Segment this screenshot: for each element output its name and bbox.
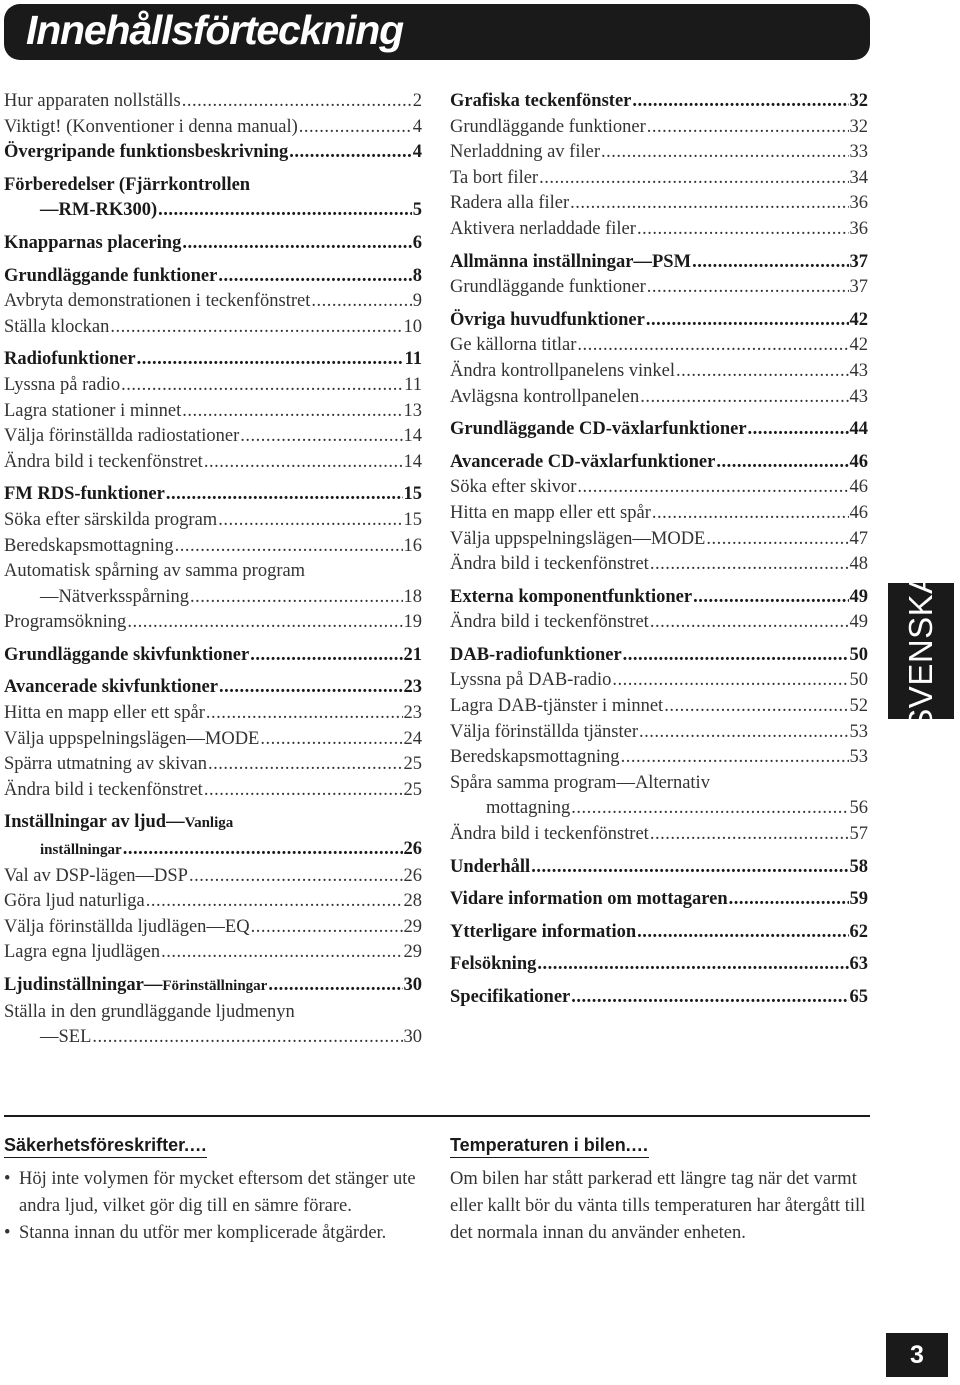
section-divider — [4, 1115, 870, 1117]
toc-dot-leader — [204, 778, 403, 804]
toc-page-number: 30 — [403, 1027, 422, 1048]
toc-entry — [4, 198, 422, 224]
toc-dot-leader — [577, 475, 848, 501]
toc-entry — [4, 315, 422, 341]
toc-entry-title: Grundläggande skivfunktioner — [4, 644, 250, 665]
toc-entry — [4, 534, 422, 560]
toc-dot-leader — [175, 534, 403, 560]
toc-dot-leader — [577, 333, 848, 359]
toc-page-number: 29 — [403, 916, 422, 937]
toc-page-number: 2 — [412, 91, 422, 111]
toc-dot-leader — [640, 385, 848, 411]
toc-entry — [450, 166, 868, 192]
toc-page-number: 24 — [403, 728, 422, 749]
toc-dot-leader — [218, 508, 402, 534]
toc-dot-leader — [268, 973, 402, 999]
toc-dot-leader — [623, 643, 849, 669]
toc-entry — [4, 508, 422, 534]
toc-entry-title: Grafiska teckenfönster — [450, 91, 632, 111]
toc-entry-title: Automatisk spårning av samma program — [4, 561, 306, 582]
toc-dot-leader — [189, 864, 403, 890]
toc-entry-title: Viktigt! (Konventioner i denna manual) — [4, 116, 298, 137]
toc-page-number: 36 — [849, 218, 868, 239]
toc-dot-leader — [539, 166, 848, 192]
toc-entry — [4, 373, 422, 399]
toc-page-number: 36 — [849, 193, 868, 214]
toc-entry — [4, 727, 422, 753]
toc-dot-leader — [190, 585, 403, 611]
toc-entry-title: Lyssna på radio — [4, 374, 121, 395]
toc-entry-title: Välja förinställda tjänster — [450, 721, 639, 742]
toc-page-number: 42 — [849, 309, 868, 330]
toc-dot-leader — [208, 752, 403, 778]
toc-page-number: 9 — [412, 291, 422, 312]
toc-entry-title: Ljudinställningar— — [4, 975, 163, 995]
toc-entry-title: Specifikationer — [450, 987, 571, 1007]
toc-dot-leader — [260, 727, 402, 753]
toc-entry — [450, 385, 868, 411]
toc-dot-leader — [632, 89, 848, 115]
toc-page-number: 25 — [403, 779, 422, 800]
toc-dot-leader — [110, 315, 402, 341]
toc-dot-leader — [240, 424, 402, 450]
toc-dot-leader — [650, 610, 849, 636]
toc-dot-leader — [182, 89, 412, 115]
toc-entry — [450, 745, 868, 771]
toc-entry-title: Välja förinställda radiostationer — [4, 426, 240, 447]
toc-entry-title: Välja uppspelningslägen—MODE — [4, 728, 260, 749]
toc-dot-leader — [650, 822, 849, 848]
toc-dot-leader — [639, 720, 848, 746]
toc-entry-subtitle: inställningar — [40, 842, 122, 859]
toc-entry-title: Radiofunktioner — [4, 349, 136, 370]
toc-entry-title: FM RDS-funktioner — [4, 484, 165, 505]
toc-dot-leader — [537, 952, 848, 978]
toc-entry-title: Göra ljud naturliga — [4, 891, 145, 912]
toc-entry-title: Ställa klockan — [4, 316, 110, 337]
toc-entry — [450, 855, 868, 881]
toc-entry — [4, 231, 422, 257]
toc-entry-subtitle: Förinställningar — [162, 978, 268, 994]
toc-page-number: 29 — [403, 942, 422, 963]
toc-page-number: 21 — [403, 644, 422, 665]
toc-dot-leader — [729, 887, 849, 913]
toc-entry-title: Ändra kontrollpanelens vinkel — [450, 360, 676, 381]
toc-entry — [450, 610, 868, 636]
toc-page-number: 11 — [404, 374, 422, 395]
toc-entry — [4, 1000, 422, 1026]
toc-entry — [450, 796, 868, 822]
toc-dot-leader — [123, 837, 403, 863]
toc-entry — [4, 610, 422, 636]
toc-page-number: 13 — [403, 400, 422, 421]
toc-entry-title: Grundläggande funktioner — [450, 277, 646, 298]
safety-notice-item: • Stanna innan du utför mer komplicerade åtgärder. — [4, 1220, 424, 1247]
toc-entry-title: Radera alla filer — [450, 193, 570, 214]
toc-entry — [4, 940, 422, 966]
toc-dot-leader — [182, 399, 402, 425]
toc-entry-subtitle: Vanliga — [184, 815, 234, 832]
toc-entry-title: Nerladdning av filer — [450, 142, 600, 163]
toc-page-number: 4 — [412, 142, 422, 163]
toc-entry-title: mottagning — [486, 798, 571, 819]
temperature-notice-text: Om bilen har stått parkerad ett längre tag när det varmt eller kallt bör du vänta tills temperaturen har återgått till det normala innan du använder enheten. — [450, 1169, 866, 1243]
toc-page-number: 50 — [849, 670, 868, 691]
toc-dot-leader — [571, 985, 848, 1011]
toc-entry — [450, 668, 868, 694]
toc-entry — [4, 264, 422, 290]
toc-dot-leader — [692, 250, 848, 276]
toc-entry-title: Avlägsna kontrollpanelen — [450, 386, 640, 407]
toc-entry-title: Ställa in den grundläggande ljudmenyn — [4, 1001, 295, 1022]
toc-entry-title: Söka efter särskilda program — [4, 509, 218, 530]
toc-dot-leader — [650, 552, 849, 578]
toc-left-column — [4, 89, 422, 1051]
toc-page-number: 14 — [403, 426, 422, 447]
toc-page-number: 53 — [849, 747, 868, 768]
toc-page-number: 25 — [403, 754, 422, 775]
toc-page-number: 5 — [412, 200, 422, 221]
toc-page-number: 18 — [403, 586, 422, 607]
toc-page-number: 14 — [403, 451, 422, 472]
toc-entry-title: Beredskapsmottagning — [4, 535, 174, 556]
toc-entry — [450, 450, 868, 476]
toc-entry — [4, 173, 422, 199]
toc-entry-title: Hitta en mapp eller ett spår — [4, 703, 205, 724]
toc-entry-title: Övergripande funktionsbeskrivning — [4, 142, 289, 163]
toc-dot-leader — [647, 275, 849, 301]
toc-entry — [450, 985, 868, 1011]
toc-entry — [4, 973, 422, 1000]
toc-entry — [450, 585, 868, 611]
toc-page-number: 43 — [849, 386, 868, 407]
toc-entry — [4, 450, 422, 476]
toc-entry — [450, 475, 868, 501]
toc-entry — [450, 887, 868, 913]
toc-dot-leader — [204, 450, 403, 476]
toc-entry — [450, 920, 868, 946]
toc-entry — [4, 347, 422, 373]
toc-dot-leader — [289, 140, 412, 166]
safety-notice — [4, 1135, 424, 1247]
language-tab-label: SVENSKA — [902, 571, 939, 731]
temperature-notice — [450, 1135, 870, 1247]
toc-entry — [4, 289, 422, 315]
toc-page-number: 49 — [849, 612, 868, 633]
safety-notice-list — [4, 1166, 424, 1247]
toc-entry — [450, 89, 868, 115]
toc-entry — [450, 250, 868, 276]
toc-dot-leader — [92, 1025, 402, 1051]
safety-notice-title: Säkerhetsföreskrifter.… — [4, 1135, 207, 1158]
toc-entry-title: —Nätverksspårning — [40, 586, 189, 607]
toc-dot-leader — [664, 694, 848, 720]
toc-entry-title: Grundläggande funktioner — [4, 265, 218, 286]
toc-entry-title: Ytterligare information — [450, 921, 637, 942]
toc-entry — [450, 308, 868, 334]
toc-dot-leader — [121, 373, 403, 399]
toc-entry — [450, 140, 868, 166]
toc-entry — [450, 359, 868, 385]
language-tab — [888, 571, 954, 731]
toc-page-number: 44 — [849, 419, 868, 440]
toc-entry-title: Vidare information om mottagaren — [450, 889, 728, 910]
toc-page-number: 46 — [849, 502, 868, 523]
toc-entry — [4, 752, 422, 778]
toc-entry-title: Välja uppspelningslägen—MODE — [450, 528, 706, 549]
toc-entry-title: Spåra samma program—Alternativ — [450, 772, 710, 793]
toc-entry-title: Ändra bild i teckenfönstret — [4, 779, 203, 800]
toc-page-number: 37 — [849, 277, 868, 298]
toc-dot-leader — [161, 940, 402, 966]
toc-entry-title: Externa komponentfunktioner — [450, 586, 693, 607]
toc-entry — [450, 501, 868, 527]
toc-entry-title: Ta bort filer — [450, 167, 539, 188]
toc-right-column — [450, 89, 868, 1011]
toc-dot-leader — [612, 668, 848, 694]
toc-entry-title: Söka efter skivor — [450, 477, 577, 498]
toc-entry-title: Ändra bild i teckenfönstret — [450, 824, 649, 845]
toc-dot-leader — [637, 920, 848, 946]
toc-dot-leader — [647, 115, 849, 141]
toc-dot-leader — [706, 527, 848, 553]
toc-page-number: 4 — [412, 116, 422, 137]
toc-page-number: 46 — [849, 451, 868, 472]
page-number: 3 — [886, 1333, 948, 1377]
toc-entry — [450, 720, 868, 746]
toc-entry — [450, 115, 868, 141]
safety-notice-item: • Höj inte volymen för mycket eftersom det stänger ute andra ljud, vilket gör dig till en sämre förare. — [4, 1166, 424, 1220]
toc-entry — [450, 822, 868, 848]
toc-entry-title: Underhåll — [450, 856, 531, 877]
toc-dot-leader — [601, 140, 849, 166]
toc-dot-leader — [676, 359, 848, 385]
toc-page-number: 32 — [849, 91, 868, 111]
toc-entry — [4, 864, 422, 890]
toc-dot-leader — [299, 115, 412, 141]
toc-dot-leader — [250, 643, 402, 669]
page-title: Innehållsförteckning — [26, 7, 403, 53]
toc-dot-leader — [311, 289, 411, 315]
toc-entry — [450, 275, 868, 301]
toc-entry-title: Förberedelser (Fjärrkontrollen — [4, 174, 251, 195]
toc-page-number: 15 — [403, 484, 422, 505]
toc-entry-title: Grundläggande funktioner — [450, 116, 646, 137]
toc-entry-title: Välja förinställda ljudlägen—EQ — [4, 916, 250, 937]
toc-entry-title: Grundläggande CD-växlarfunktioner — [450, 419, 747, 440]
toc-entry — [4, 559, 422, 585]
toc-entry-title: Spärra utmatning av skivan — [4, 754, 207, 775]
toc-page-number: 49 — [849, 586, 868, 607]
toc-entry-title: Lagra egna ljudlägen — [4, 942, 161, 963]
toc-dot-leader — [158, 198, 412, 224]
toc-dot-leader — [251, 915, 403, 941]
toc-dot-leader — [652, 501, 849, 527]
toc-dot-leader — [637, 217, 849, 243]
toc-dot-leader — [571, 796, 848, 822]
toc-entry — [4, 675, 422, 701]
toc-entry-title: DAB-radiofunktioner — [450, 644, 622, 665]
toc-page-number: 33 — [849, 142, 868, 163]
toc-entry-title: Avancerade CD-växlarfunktioner — [450, 451, 716, 472]
toc-page-number: 42 — [849, 335, 868, 356]
toc-dot-leader — [206, 701, 403, 727]
toc-page-number: 32 — [849, 116, 868, 137]
toc-page-number: 46 — [849, 477, 868, 498]
toc-entry-title: Avancerade skivfunktioner — [4, 677, 218, 698]
toc-dot-leader — [219, 675, 403, 701]
toc-entry-title: Hitta en mapp eller ett spår — [450, 502, 651, 523]
toc-entry — [450, 771, 868, 797]
toc-entry-title: Lagra DAB-tjänster i minnet — [450, 696, 664, 717]
toc-entry — [4, 837, 422, 864]
toc-entry-title: Ge källorna titlar — [450, 335, 577, 356]
toc-entry-title: Inställningar av ljud— — [4, 812, 185, 833]
toc-entry-title: Programsökning — [4, 612, 127, 633]
toc-entry — [4, 810, 422, 837]
toc-page-number: 15 — [403, 509, 422, 530]
toc-entry-title: Ändra bild i teckenfönstret — [450, 554, 649, 575]
toc-page-number: 6 — [412, 232, 422, 253]
toc-dot-leader — [693, 585, 848, 611]
toc-entry — [4, 889, 422, 915]
toc-entry-title: Lyssna på DAB-radio — [450, 670, 612, 691]
toc-page-number: 37 — [849, 251, 868, 272]
toc-page-number: 59 — [849, 889, 868, 910]
toc-page-number: 10 — [403, 316, 422, 337]
toc-entry — [4, 115, 422, 141]
toc-entry-title: Allmänna inställningar—PSM — [450, 251, 692, 272]
toc-entry-title: Ändra bild i teckenfönstret — [450, 612, 649, 633]
toc-entry — [4, 424, 422, 450]
toc-entry — [4, 915, 422, 941]
toc-page-number: 30 — [403, 975, 422, 995]
toc-entry-title: —RM-RK300) — [40, 200, 158, 221]
toc-page-number: 23 — [403, 703, 422, 724]
toc-entry — [450, 643, 868, 669]
title-bar — [4, 4, 870, 60]
toc-entry — [4, 140, 422, 166]
toc-entry — [450, 552, 868, 578]
toc-dot-leader — [748, 417, 849, 443]
toc-page-number: 19 — [403, 612, 422, 633]
toc-page-number: 47 — [849, 528, 868, 549]
toc-dot-leader — [146, 889, 403, 915]
toc-page-number: 16 — [403, 535, 422, 556]
toc-entry-title: Beredskapsmottagning — [450, 747, 620, 768]
toc-entry — [450, 217, 868, 243]
toc-page-number: 23 — [403, 677, 422, 698]
toc-entry — [4, 585, 422, 611]
temperature-notice-title: Temperaturen i bilen.… — [450, 1135, 649, 1158]
toc-entry — [4, 399, 422, 425]
toc-dot-leader — [137, 347, 404, 373]
toc-entry-title: Aktivera nerladdade filer — [450, 218, 636, 239]
toc-entry-title: Felsökning — [450, 954, 537, 975]
toc-entry — [4, 89, 422, 115]
toc-entry-title: —SEL — [40, 1027, 92, 1048]
toc-entry — [4, 1025, 422, 1051]
toc-page-number: 26 — [403, 839, 422, 860]
toc-page-number: 52 — [849, 696, 868, 717]
toc-page-number: 65 — [849, 987, 868, 1007]
toc-page-number: 63 — [849, 954, 868, 975]
toc-dot-leader — [127, 610, 402, 636]
toc-entry — [450, 333, 868, 359]
toc-page-number: 34 — [849, 167, 868, 188]
toc-entry-title: Övriga huvudfunktioner — [450, 309, 645, 330]
toc-entry — [4, 701, 422, 727]
toc-page-number: 53 — [849, 721, 868, 742]
toc-dot-leader — [716, 450, 848, 476]
toc-dot-leader — [570, 191, 848, 217]
toc-page-number: 8 — [412, 265, 422, 286]
toc-page-number: 28 — [403, 891, 422, 912]
toc-dot-leader — [646, 308, 849, 334]
toc-dot-leader — [531, 855, 848, 881]
toc-dot-leader — [218, 264, 411, 290]
toc-entry — [450, 191, 868, 217]
toc-entry-title: Avbryta demonstrationen i teckenfönstret — [4, 291, 311, 312]
toc-page-number: 11 — [404, 349, 422, 370]
toc-page-number: 57 — [849, 824, 868, 845]
toc-entry-title: Hur apparaten nollställs — [4, 91, 181, 111]
toc-page-number: 56 — [849, 798, 868, 819]
toc-entry — [450, 952, 868, 978]
toc-page-number: 26 — [403, 865, 422, 886]
toc-entry — [4, 778, 422, 804]
toc-entry-title: Ändra bild i teckenfönstret — [4, 451, 203, 472]
toc-entry — [450, 694, 868, 720]
toc-entry-title: Knapparnas placering — [4, 232, 182, 253]
toc-entry — [4, 482, 422, 508]
toc-entry — [450, 527, 868, 553]
toc-dot-leader — [182, 231, 411, 257]
toc-page-number: 48 — [849, 554, 868, 575]
toc-page-number: 58 — [849, 856, 868, 877]
toc-entry-title: Lagra stationer i minnet — [4, 400, 182, 421]
toc-entry — [450, 417, 868, 443]
toc-page-number: 43 — [849, 360, 868, 381]
toc-dot-leader — [621, 745, 849, 771]
toc-entry-title: Val av DSP-lägen—DSP — [4, 865, 188, 886]
toc-page-number: 50 — [849, 644, 868, 665]
toc-page-number: 62 — [849, 921, 868, 942]
toc-dot-leader — [166, 482, 403, 508]
toc-entry — [4, 643, 422, 669]
